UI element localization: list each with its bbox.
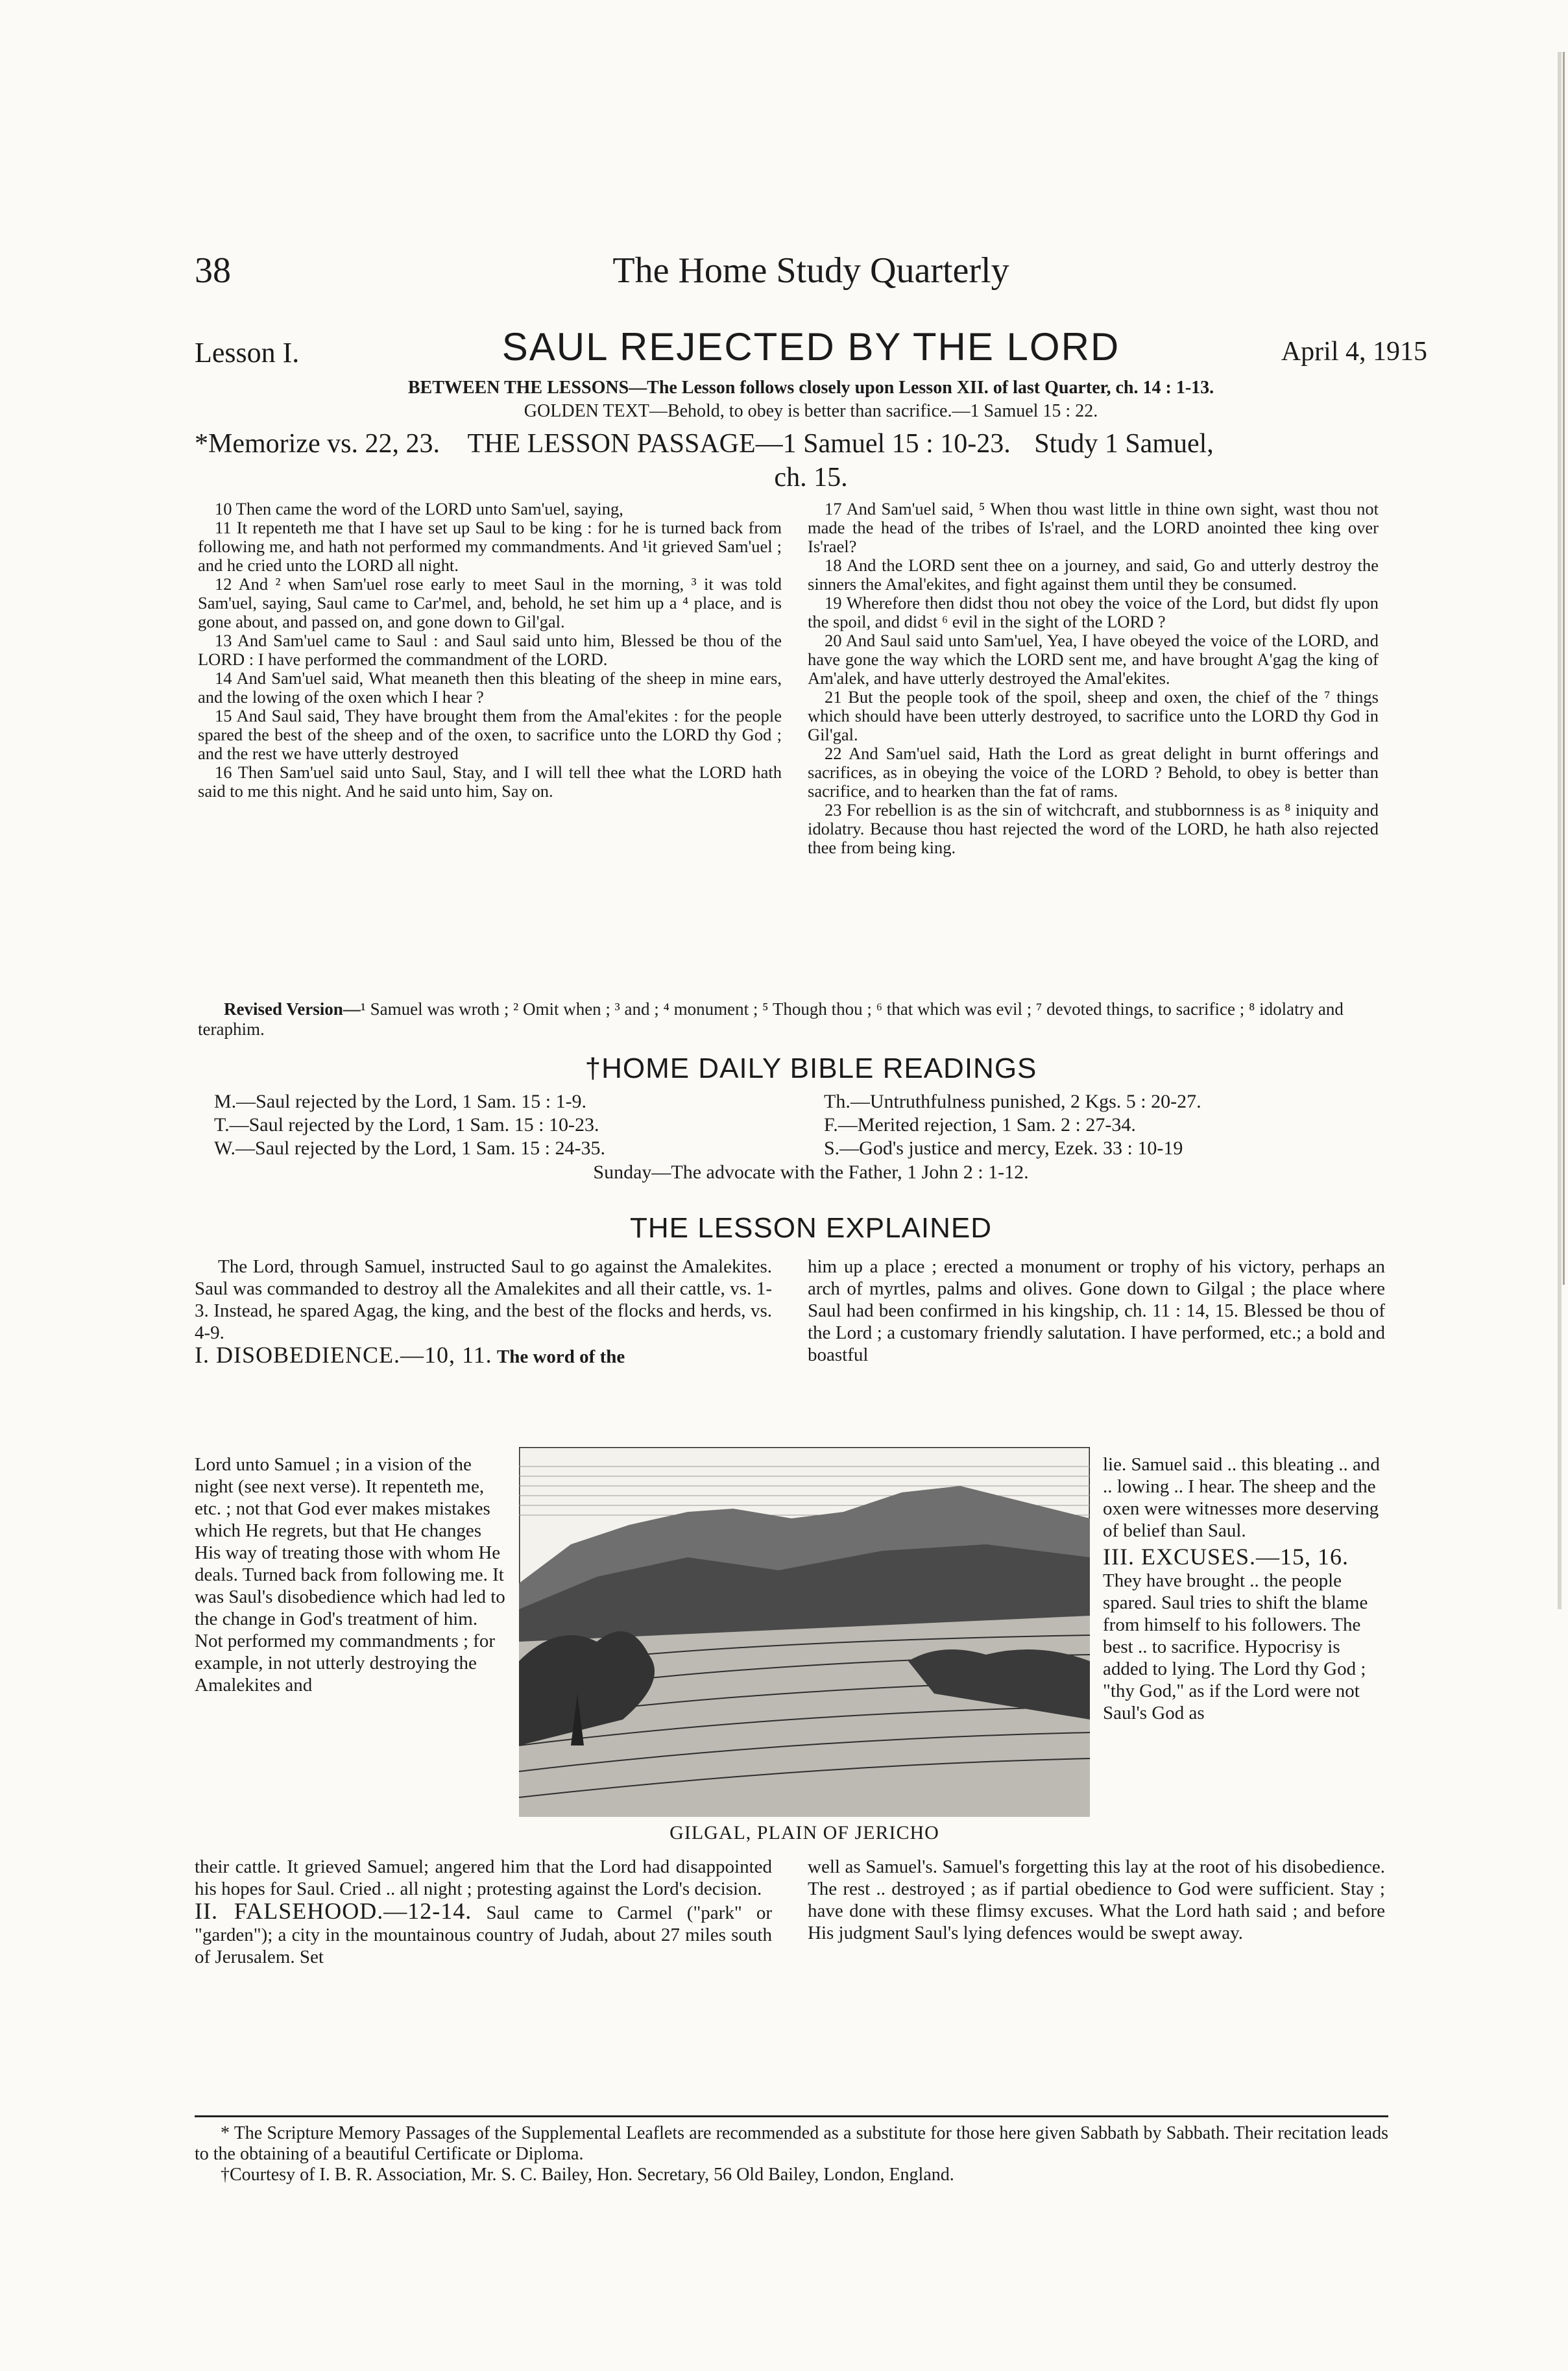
footnote-memory: * The Scripture Memory Passages of the Supplemental Leaflets are recommended as a substitute for those here given Sabbath by Sabbath. Their recitation leads to the obtaining of a beautiful Certificate or Diploma.: [195, 2123, 1388, 2164]
section-three-text: They have brought .. the people spared. Saul tries to shift the blame from himself to his followers. The best .. to sacrifice. Hypocrisy is added to lying. The Lord thy God ; "thy God," as if the Lord were not Saul's God as: [1103, 1570, 1368, 1723]
intro-paragraph: The Lord, through Samuel, instructed Saul to go against the Amalekites. Saul was commanded to destroy all the Amalekites and all their cattle, vs. 1-3. Instead, he spared Agag, the king, and the best of the flocks and herds, vs. 4-9.: [195, 1256, 772, 1343]
explained-heading: THE LESSON EXPLAINED: [630, 1212, 992, 1244]
verse: 11 It repenteth me that I have set up Saul to be king : for he is turned back from following me, and hath not performed my commandments. And ¹it grieved Sam'uel ; and he cried unto the LORD all night.: [198, 518, 782, 575]
explained-intro: [195, 1256, 772, 1368]
verse: 23 For rebellion is as the sin of witchcraft, and stubbornness is as ⁸ iniquity and idolatry. Because thou hast rejected the word of the LORD, he hath also rejected thee from being king.: [808, 800, 1379, 857]
section-three-heading: III. EXCUSES.—15, 16.: [1103, 1544, 1349, 1570]
section-one-text: Lord unto Samuel ; in a vision of the night (see next verse). It repenteth me, etc. ; not that God ever makes mistakes which He regrets, but that He changes His way of treating those with whom He deals. Turned back from following me. It was Saul's disobedience which had led to the change in God's treatment of him. Not performed my commandments ; for example, in not utterly destroying the Amalekites and: [195, 1454, 505, 1696]
verse: 17 And Sam'uel said, ⁵ When thou wast little in thine own sight, wast thou not made the head of the tribes of Is'rael, and the LORD anointed thee king over Is'rael?: [808, 499, 1379, 556]
revised-version-text: ¹ Samuel was wroth ; ² Omit when ; ³ and ; ⁴ monument ; ⁵ Though thou ; ⁶ that which was evil ; ⁷ devoted things, to sacrifice ; ⁸ idolatry and teraphim.: [198, 999, 1344, 1039]
passage-column-left: [198, 500, 782, 801]
verse: 15 And Saul said, They have brought them from the Amal'ekites : for the people spared the best of the sheep and of the oxen, to sacrifice unto the LORD thy God ; and the rest we have utterly destroyed: [198, 706, 782, 763]
right-top-paragraph: him up a place ; erected a monument or trophy of his victory, perhaps an arch of myrtles, palms and olives. Gone down to Gilgal ; the place where Saul had been confirmed in his kingship, ch. 11 : 14, 15. Blessed be thou of the Lord ; a customary friendly salutation. I have performed, etc.; a bold and boastful: [808, 1256, 1385, 1365]
page-number: 38: [195, 250, 231, 291]
verse: 22 And Sam'uel said, Hath the Lord as great delight in burnt offerings and sacrifices, as in obeying the voice of the LORD ? Behold, to obey is better than sacrifice, and to hearken than the fat of rams.: [808, 744, 1379, 801]
explained-right-top: [808, 1256, 1385, 1366]
memorize-note: *Memorize vs. 22, 23.: [195, 429, 440, 459]
verse: 16 Then Sam'uel said unto Saul, Stay, and I will tell thee what the LORD hath said to me this night. And he said unto him, Say on.: [198, 762, 782, 801]
readings-left: [214, 1090, 785, 1160]
sunday-reading: Sunday—The advocate with the Father, 1 John 2 : 1-12.: [593, 1161, 1029, 1183]
reading-item: Th.—Untruthfulness punished, 2 Kgs. 5 : 20-27.: [824, 1091, 1201, 1112]
revised-version: [198, 999, 1379, 1040]
golden-text: GOLDEN TEXT—Behold, to obey is better than sacrifice.—1 Samuel 15 : 22.: [524, 401, 1098, 421]
lesson-title: SAUL REJECTED BY THE LORD: [501, 325, 1120, 369]
samuel-said-text: lie. Samuel said .. this bleating .. and .. lowing .. I hear. The sheep and the oxen were witnesses more deserving of belief than Saul.: [1103, 1454, 1380, 1541]
study-reference: Study 1 Samuel,: [1034, 429, 1214, 459]
section-one-lead: [195, 1344, 772, 1368]
running-title: The Home Study Quarterly: [612, 250, 1009, 291]
lesson-header: [195, 324, 1427, 376]
section-two-heading: II. FALSEHOOD.—12-14.: [195, 1898, 472, 1924]
page-edge-shadow: [1550, 52, 1568, 1609]
explained-bottom-right: [808, 1856, 1385, 1944]
footnote-courtesy: †Courtesy of I. B. R. Association, Mr. S. C. Bailey, Hon. Secretary, 56 Old Bailey, London, England.: [221, 2165, 954, 2185]
verse: 13 And Sam'uel came to Saul : and Saul said unto him, Blessed be thou of the LORD : I have performed the commandment of the LORD.: [198, 631, 782, 669]
reading-item: M.—Saul rejected by the Lord, 1 Sam. 15 : 1-9.: [214, 1091, 587, 1112]
revised-version-label: Revised Version—: [224, 999, 361, 1019]
reading-item: W.—Saul rejected by the Lord, 1 Sam. 15 : 24-35.: [214, 1137, 605, 1159]
lesson-number: Lesson I.: [195, 337, 300, 369]
section-one-lead-text: The word of the: [496, 1346, 625, 1367]
section-one-heading: I. DISOBEDIENCE.—10, 11.: [195, 1342, 492, 1368]
reading-item: T.—Saul rejected by the Lord, 1 Sam. 15 : 10-23.: [214, 1114, 599, 1136]
lesson-date: April 4, 1915: [1281, 337, 1427, 367]
footnote-rule: [195, 2115, 1388, 2117]
section-one-bottom: their cattle. It grieved Samuel; angered him that the Lord had disappointed his hopes for Saul. Cried .. all night ; protesting against the Lord's decision.: [195, 1856, 772, 1899]
section-two-text: Saul came to Carmel ("park" or "garden"); a city in the mountainous country of Judah, about 27 miles south of Jerusalem. Set: [195, 1903, 773, 1967]
passage-column-right: [808, 500, 1379, 857]
section-two: [195, 1900, 772, 1968]
verse: 19 Wherefore then didst thou not obey the voice of the Lord, but didst fly upon the spoil, and didst ⁶ evil in the sight of the LORD ?: [808, 593, 1379, 631]
verse: 21 But the people took of the spoil, sheep and oxen, the chief of the ⁷ things which should have been utterly destroyed, to sacrifice unto the LORD thy God in Gil'gal.: [808, 687, 1379, 744]
memorize-line: [195, 428, 1427, 467]
landscape-engraving: [519, 1447, 1090, 1817]
explained-bottom-left: [195, 1856, 772, 1968]
explained-wrap-right: [1103, 1453, 1382, 1724]
footnotes: [195, 2123, 1388, 2185]
verse: 18 And the LORD sent thee on a journey, and said, Go and utterly destroy the sinners the Amal'ekites, and fight against them until they be consumed.: [808, 555, 1379, 594]
readings-heading: †HOME DAILY BIBLE READINGS: [585, 1052, 1037, 1084]
section-three-bottom: well as Samuel's. Samuel's forgetting this lay at the root of his disobedience. The rest .. destroyed ; as if partial obedience to God were sufficient. Stay ; have done with these flimsy excuses. What the Lord hath said ; and before His judgment Saul's lying defences would be swept away.: [808, 1856, 1385, 1943]
readings-right: [824, 1090, 1395, 1160]
running-head: [195, 250, 1427, 308]
verse: 14 And Sam'uel said, What meaneth then this bleating of the sheep in mine ears, and the lowing of the oxen which I hear ?: [198, 668, 782, 707]
edge-stain-graphic: [1550, 52, 1568, 1609]
explained-wrap-left: [195, 1453, 506, 1696]
lesson-passage: THE LESSON PASSAGE—1 Samuel 15 : 10-23.: [467, 429, 1011, 459]
reading-item: S.—God's justice and mercy, Ezek. 33 : 10-19: [824, 1137, 1183, 1159]
reading-item: F.—Merited rejection, 1 Sam. 2 : 27-34.: [824, 1114, 1136, 1136]
verse: 20 And Saul said unto Sam'uel, Yea, I have obeyed the voice of the LORD, and have gone the way which the LORD sent me, and have brought A'gag the king of Am'alek, and have utterly destroyed the Amal'ekites.: [808, 631, 1379, 688]
study-chapter: ch. 15.: [774, 463, 848, 492]
figure-caption: GILGAL, PLAIN OF JERICHO: [669, 1822, 939, 1843]
gilgal-illustration: [519, 1447, 1090, 1817]
verse: 12 And ² when Sam'uel rose early to meet Saul in the morning, ³ it was told Sam'uel, saying, Saul came to Car'mel, and, behold, he set him up a ⁴ place, and is gone about, and passed on, and gone down to Gil'gal.: [198, 574, 782, 631]
between-lessons: BETWEEN THE LESSONS—The Lesson follows closely upon Lesson XII. of last Quarter, ch. 14 : 1-13.: [407, 378, 1214, 398]
verse: 10 Then came the word of the LORD unto Sam'uel, saying,: [215, 499, 623, 518]
